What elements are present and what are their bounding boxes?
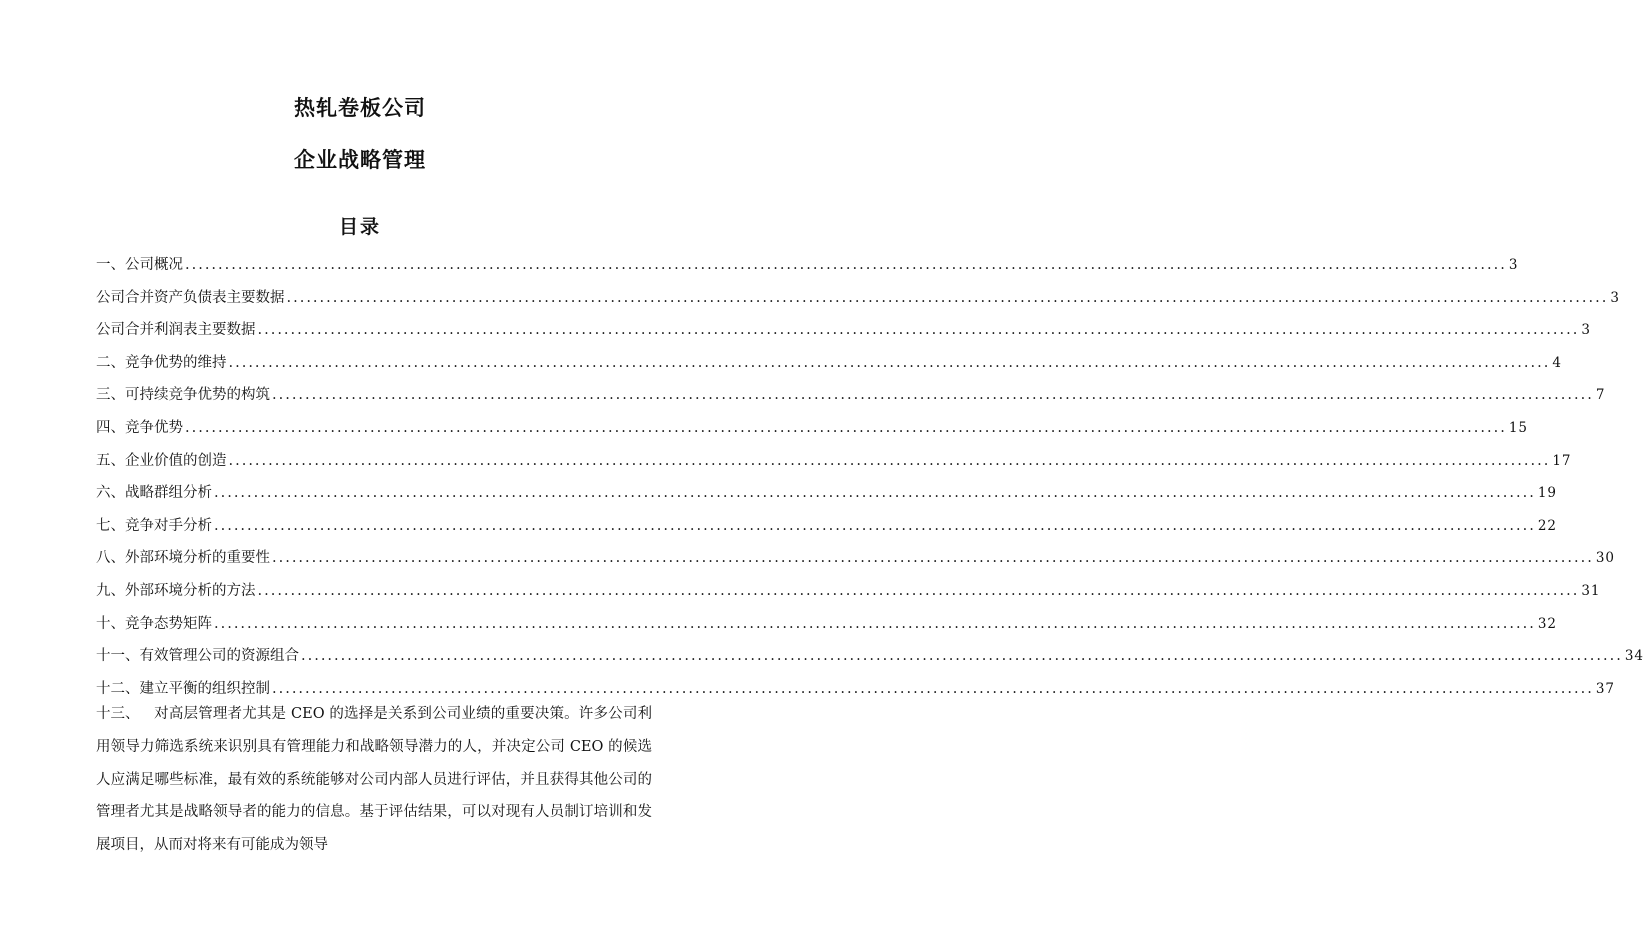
toc-leader-dots: ........................................................................................................................................................................................................ [214,615,1536,632]
section-13-text: 对高层管理者尤其是 CEO 的选择是关系到公司业绩的重要决策。许多公司利用领导力筛选系统来识别具有管理能力和战略领导潜力的人，并决定公司 CEO 的候选人应满足哪些标准，最有效的系统能够对公司内部人员进行评估，并且获得其他公司的管理者尤其是战略领导者的能力的信息。基于评估结果，可以对现有人员制订培训和发展项目，从而对将来有可能成为领导 [96,706,652,854]
toc-leader-dots: ........................................................................................................................................................................................................ [185,419,1507,436]
toc-entry[interactable] [96,285,1620,318]
toc-entry-page: 4 [1552,354,1562,371]
toc-entry-title: 外部环境分析的方法 [125,582,256,599]
toc-entry-number: 二、 [96,354,125,371]
toc-entry-page: 22 [1537,517,1558,534]
toc-entry[interactable] [96,382,1606,415]
toc-entry[interactable] [96,545,1616,578]
toc-leader-dots: ........................................................................................................................................................................................................ [257,582,1580,599]
toc-leader-dots: ........................................................................................................................................................................................................ [228,452,1551,469]
toc-entry-page: 37 [1595,680,1616,697]
toc-entry-page: 17 [1552,452,1572,469]
toc-entry-number: 六、 [96,485,125,502]
toc-entry[interactable] [96,578,1601,611]
toc-leader-dots: ........................................................................................................................................................................................................ [272,550,1594,567]
toc-entry[interactable] [96,317,1591,350]
toc-leader-dots: ........................................................................................................................................................................................................ [214,517,1536,534]
toc-entry-number: 三、 [96,387,125,404]
toc-entry-title: 战略群组分析 [125,485,212,502]
toc-entry-title: 公司合并资产负债表主要数据 [96,289,285,306]
toc-entry[interactable] [96,513,1558,546]
toc-entry-page: 7 [1595,387,1606,404]
toc-entry[interactable] [96,480,1558,513]
toc-entry[interactable] [96,415,1529,448]
toc-entry-title: 企业价值的创造 [125,452,227,469]
toc-entry-page: 3 [1581,322,1591,339]
toc-entry[interactable] [96,448,1572,481]
toc-leader-dots: ........................................................................................................................................................................................................ [214,485,1536,502]
toc-entry-number: 十一、 [96,648,140,665]
toc-entry-page: 30 [1595,550,1616,567]
document-title: 热轧卷板公司 [294,95,426,120]
toc-entry-title: 竞争态势矩阵 [125,615,212,632]
toc-leader-dots: ........................................................................................................................................................................................................ [301,648,1623,665]
toc-heading: 目录 [338,216,381,238]
toc-entry-page: 19 [1537,485,1558,502]
table-of-contents [96,252,1644,708]
toc-entry-page: 34 [1624,648,1644,665]
toc-entry-title: 公司合并利润表主要数据 [96,322,256,339]
toc-leader-dots: ........................................................................................................................................................................................................ [272,387,1594,404]
toc-entry-number: 四、 [96,419,125,436]
toc-entry[interactable] [96,611,1558,644]
toc-entry-title: 公司概况 [125,257,183,273]
toc-entry-number: 十、 [96,615,125,632]
section-13-paragraph [96,698,652,862]
toc-leader-dots: ........................................................................................................................................................................................................ [272,680,1594,697]
toc-leader-dots: ........................................................................................................................................................................................................ [257,322,1580,339]
toc-entry[interactable] [96,350,1562,383]
toc-entry-number: 八、 [96,550,125,567]
toc-leader-dots: ........................................................................................................................................................................................................ [185,257,1507,273]
toc-entry-title: 有效管理公司的资源组合 [139,648,299,665]
toc-entry-number: 五、 [96,452,125,469]
document-subtitle: 企业战略管理 [294,147,426,172]
toc-entry-page: 3 [1508,257,1519,273]
toc-entry-title: 外部环境分析的重要性 [125,550,270,567]
toc-entry-number: 十二、 [96,680,140,697]
toc-entry-title: 竞争优势 [125,419,183,436]
toc-entry-page: 3 [1610,289,1620,306]
toc-entry[interactable] [96,643,1644,676]
toc-entry-page: 31 [1581,582,1601,599]
toc-entry-title: 建立平衡的组织控制 [139,680,270,697]
toc-entry[interactable] [96,252,1519,285]
toc-entry-number: 九、 [96,582,125,599]
toc-entry-title: 竞争对手分析 [125,517,212,534]
toc-entry-title: 可持续竞争优势的构筑 [125,387,270,404]
toc-entry-title: 竞争优势的维持 [125,354,227,371]
toc-leader-dots: ........................................................................................................................................................................................................ [286,289,1609,306]
toc-entry-number: 一、 [96,257,125,273]
toc-entry-number: 七、 [96,517,125,534]
toc-entry-page: 32 [1537,615,1558,632]
section-13-number: 十三、 [96,706,140,722]
toc-leader-dots: ........................................................................................................................................................................................................ [228,354,1551,371]
toc-entry-page: 15 [1508,419,1529,436]
